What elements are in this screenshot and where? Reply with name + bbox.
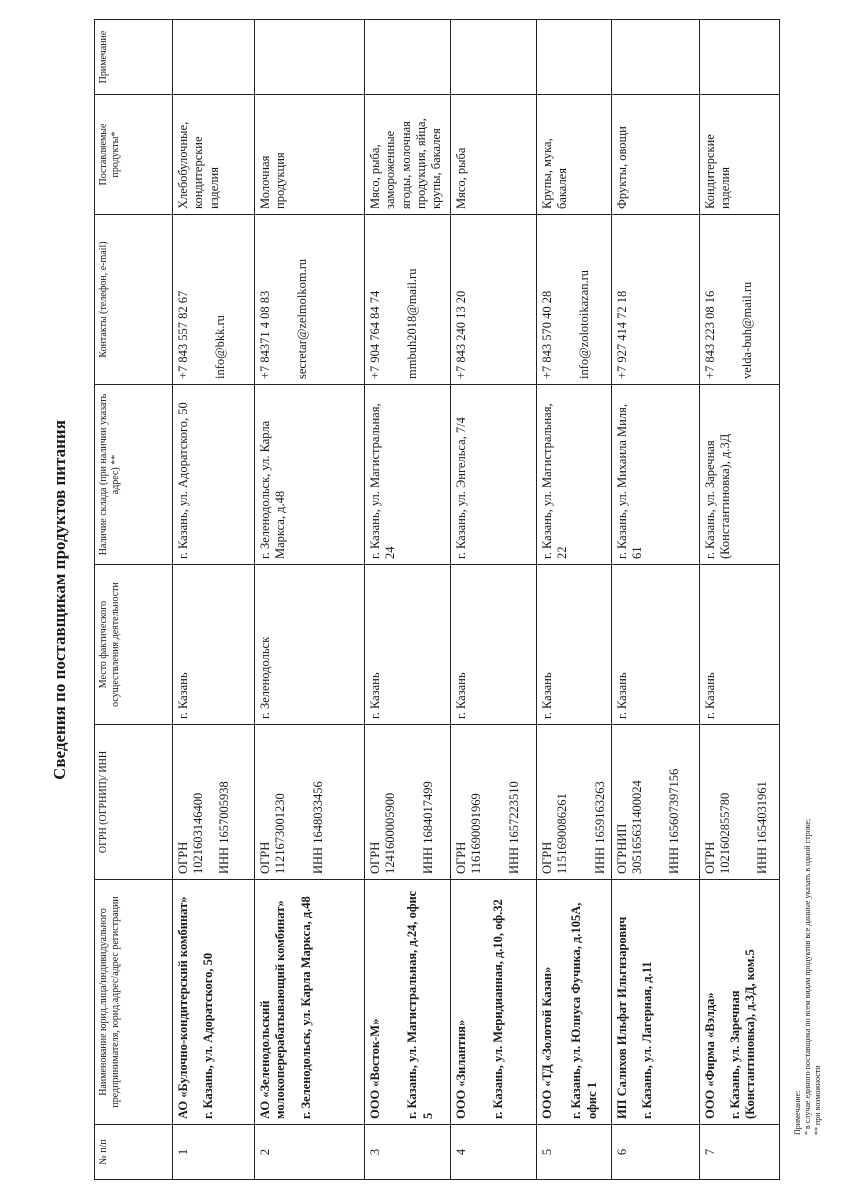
products-cell: Крупы, мука, бакалея	[537, 95, 612, 215]
note-cell	[451, 20, 537, 95]
suppliers-table	[94, 19, 780, 1180]
ogrn-label: ОГРНИП	[614, 823, 629, 874]
header-place: Место фактического осуществления деятельности	[95, 565, 173, 725]
supplier-cell	[365, 880, 451, 1125]
ogrn-cell	[365, 725, 451, 880]
supplier-address: г. Казань, ул. Юлиуса Фучика, д.105А, офис 1	[569, 902, 599, 1119]
inn-value: ИНН 1659163263	[592, 781, 607, 874]
place-cell: г. Казань	[537, 565, 612, 725]
products-cell: Мясо, рыба	[451, 95, 537, 215]
ogrn-cell	[611, 725, 699, 880]
row-num: 3	[365, 1125, 451, 1180]
ogrn-value: 305165631400024	[630, 780, 644, 874]
place-cell: г. Зеленодольск	[255, 565, 365, 725]
row-num: 4	[451, 1125, 537, 1180]
ogrn-label: ОГРН	[454, 841, 468, 874]
inn-value: ИНН 1648033456	[310, 781, 325, 874]
products-cell: Мясо, рыба, замороженные ягоды, молочная продукция, яйца, крупы, бакалея	[365, 95, 451, 215]
supplier-address: г. Казань, ул. Адоратского, 50	[201, 952, 216, 1119]
ogrn-label: ОГРН	[702, 841, 717, 874]
supplier-address: г. Казань, ул. Лагерная, д.11	[640, 961, 654, 1119]
footnote-single-star: * в случае единого поставщика по всем видам продуктов все данные указать в одной строке;	[803, 818, 812, 1135]
table-row	[365, 20, 451, 1180]
table-row	[451, 20, 537, 1180]
place-cell: г. Казань	[451, 565, 537, 725]
products-cell: Фрукты, овощи	[611, 95, 699, 215]
place-cell: г. Казань	[173, 565, 255, 725]
row-num: 7	[699, 1125, 779, 1180]
products-cell: Молочная продукция	[255, 95, 365, 215]
supplier-name: ООО «Восток-М»	[368, 1018, 382, 1119]
place-cell: г. Казань	[699, 565, 779, 725]
contacts-cell	[365, 215, 451, 385]
ogrn-cell	[255, 725, 365, 880]
table-row	[537, 20, 612, 1180]
footnotes-heading: Примечание:	[793, 1090, 802, 1135]
ogrn-label: ОГРН	[540, 841, 554, 874]
supplier-cell	[699, 880, 779, 1125]
inn-value: ИНН 1654031961	[755, 781, 770, 874]
inn-value: ИНН 1684017499	[420, 781, 435, 874]
contacts-cell	[451, 215, 537, 385]
row-num: 2	[255, 1125, 365, 1180]
place-cell: г. Казань	[365, 565, 451, 725]
footnote-double-star: ** при возможности	[813, 1065, 822, 1135]
phone: +7 843 240 13 20	[454, 290, 468, 379]
supplier-name: ООО «ТД «Золотой Казан»	[540, 966, 554, 1119]
products-cell: Хлебобулочные, кондитерские изделия	[173, 95, 255, 215]
ogrn-label: ОГРН	[258, 841, 272, 874]
phone: +7 84371 4 08 83	[258, 290, 272, 379]
ogrn-value: 1161690091969	[469, 793, 484, 874]
phone: +7 927 414 72 18	[614, 290, 629, 379]
contacts-cell	[699, 215, 779, 385]
ogrn-label: ОГРН	[368, 841, 382, 874]
note-cell	[611, 20, 699, 95]
phone: +7 843 570 40 28	[540, 290, 554, 379]
phone: +7 843 557 82 67	[176, 290, 190, 379]
row-num: 5	[537, 1125, 612, 1180]
ogrn-cell	[699, 725, 779, 880]
footnotes	[793, 819, 823, 1135]
note-cell	[365, 20, 451, 95]
ogrn-cell	[537, 725, 612, 880]
note-cell	[537, 20, 612, 95]
ogrn-label: ОГРН	[176, 841, 190, 874]
table-row	[173, 20, 255, 1180]
warehouse-cell: г. Казань, ул. Заречная (Константиновка), д.3Д	[699, 385, 779, 565]
products-cell: Кондитерские изделия	[699, 95, 779, 215]
row-num: 1	[173, 1125, 255, 1180]
supplier-cell	[255, 880, 365, 1125]
header-products: Поставляемые продукты*	[95, 95, 173, 215]
note-cell	[255, 20, 365, 95]
ogrn-value: 1241600005900	[383, 792, 398, 874]
inn-value: ИНН 1657005938	[216, 781, 231, 874]
phone: +7 904 764 84 74	[368, 290, 382, 379]
note-cell	[173, 20, 255, 95]
header-note: Примечание	[95, 20, 173, 95]
supplier-cell	[173, 880, 255, 1125]
supplier-name: ИП Салихов Ильфат Ильгизарович	[614, 916, 629, 1119]
warehouse-cell: г. Казань, ул. Магистральная, 24	[365, 385, 451, 565]
supplier-cell	[537, 880, 612, 1125]
supplier-name: ООО «Зилантия»	[454, 1019, 468, 1119]
warehouse-cell: г. Зеленодольск, ул. Карла Маркса, д.48	[255, 385, 365, 565]
phone: +7 843 223 08 16	[702, 290, 717, 379]
header-num: № п/п	[95, 1125, 173, 1180]
row-num: 6	[611, 1125, 699, 1180]
supplier-address: г. Казань, ул. Магистральная, д.24, офис 5	[405, 890, 435, 1119]
email: info@bkk.ru	[213, 315, 228, 379]
ogrn-value: 1021603146400	[191, 792, 206, 874]
supplier-name: ООО «Фирма «Вэлда»	[702, 992, 717, 1119]
ogrn-value: 1121673001230	[273, 793, 288, 874]
table-row	[611, 20, 699, 1180]
suppliers-table-wrapper	[94, 20, 770, 1180]
contacts-cell	[537, 215, 612, 385]
warehouse-cell: г. Казань, ул. Магистральная, 22	[537, 385, 612, 565]
supplier-cell	[611, 880, 699, 1125]
ogrn-value: 1021602855780	[718, 792, 732, 874]
table-header-row	[95, 20, 173, 1180]
contacts-cell	[173, 215, 255, 385]
warehouse-cell: г. Казань, ул. Михаила Миля, 61	[611, 385, 699, 565]
contacts-cell	[611, 215, 699, 385]
warehouse-cell: г. Казань, ул. Адоратского, 50	[173, 385, 255, 565]
supplier-cell	[451, 880, 537, 1125]
supplier-address: г. Казань, ул. Меридианная, д.10, оф.32	[491, 899, 506, 1119]
header-name: Наименование юрид.лица/индивидуального предпринимателя, юрид.адрес/адрес регистрации	[95, 880, 173, 1125]
supplier-address: г. Зеленодольск, ул. Карла Маркса, д.48	[298, 896, 313, 1119]
place-cell: г. Казань	[611, 565, 699, 725]
warehouse-cell: г. Казань, ул. Энгельса, 7/4	[451, 385, 537, 565]
page-title: Сведения по поставщикам продуктов питания	[50, 420, 69, 780]
inn-value: ИНН 1657223510	[506, 781, 521, 874]
inn-value: ИНН 165607397156	[667, 768, 682, 874]
email: velda-buh@mail.ru	[740, 281, 754, 379]
email: mmbuh2018@mail.ru	[405, 268, 420, 379]
contacts-cell	[255, 215, 365, 385]
header-ogrn: ОГРН (ОГРНИП)/ ИНН	[95, 725, 173, 880]
email: secretar@zelmolkom.ru	[295, 258, 310, 379]
note-cell	[699, 20, 779, 95]
supplier-name: АО «Зеленодольский молокоперерабатывающий комбинат»	[258, 900, 288, 1119]
ogrn-value: 1151690086261	[555, 793, 570, 874]
header-contacts: Контакты (телефон, e-mail)	[95, 215, 173, 385]
table-row	[255, 20, 365, 1180]
email: info@zolotoikazan.ru	[577, 269, 592, 379]
ogrn-cell	[451, 725, 537, 880]
header-warehouse: Наличие склада (при наличии указать адрес) **	[95, 385, 173, 565]
ogrn-cell	[173, 725, 255, 880]
table-row	[699, 20, 779, 1180]
supplier-name: АО «Булочно-кондитерский комбинат»	[176, 896, 190, 1119]
supplier-address: г. Казань, ул. Заречная (Константиновка), д.3Д, ком.5	[728, 949, 758, 1119]
